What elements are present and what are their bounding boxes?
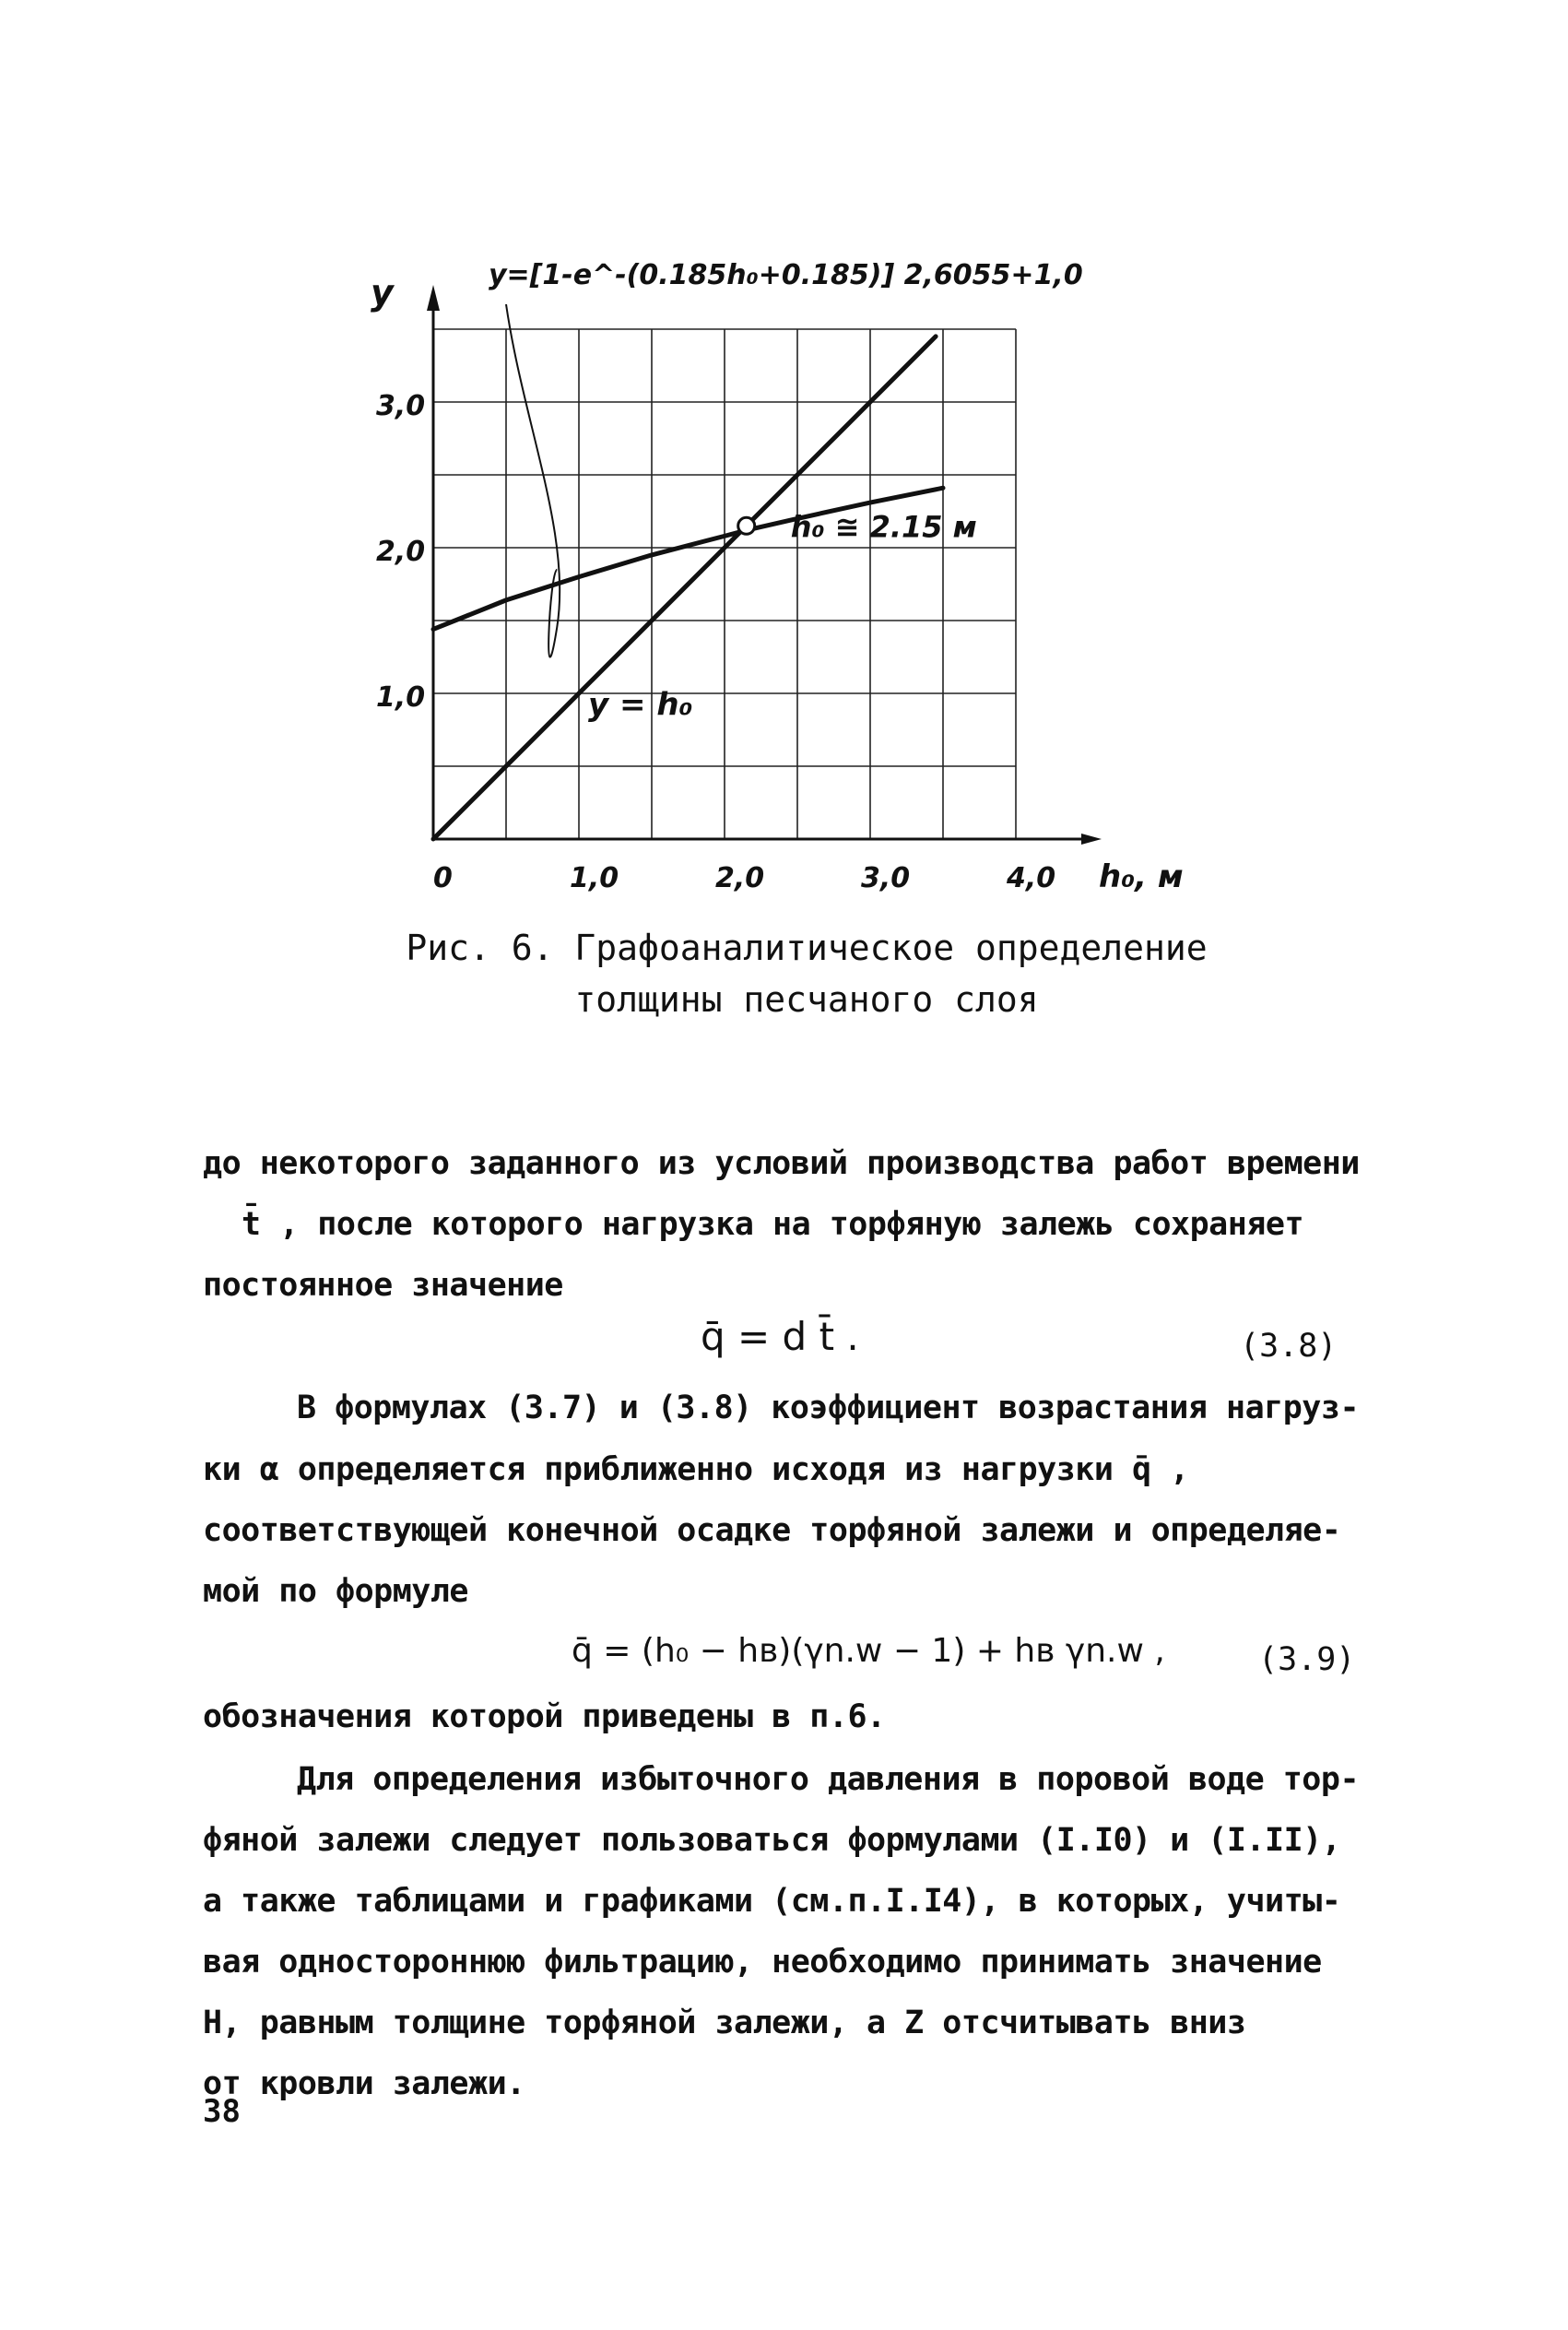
- equation-number-3-9: (3.9): [1258, 1641, 1356, 1678]
- paragraph-line: а также таблицами и графиками (см.п.I.I4), в которых, учиты-: [203, 1883, 1341, 1920]
- x-tick-label: 3,0: [861, 862, 911, 894]
- intersection-point: [738, 517, 755, 534]
- x-axis-arrow: [1081, 834, 1102, 845]
- x-tick-label: 0: [433, 862, 453, 894]
- chart-svg: [350, 240, 1226, 940]
- figure-caption-line2: толщины песчаного слоя: [574, 979, 1039, 1020]
- page-number: 38: [203, 2093, 241, 2130]
- formula-3-9: q̄ = (h₀ − hв)(γn.w − 1) + hв γn.w ,: [572, 1632, 1165, 1670]
- formula-label: y=[1-e^-(0.185h₀+0.185)] 2,6055+1,0: [489, 259, 1083, 291]
- y-tick-label: 1,0: [376, 681, 426, 714]
- paragraph-line: обозначения которой приведены в п.6.: [203, 1698, 886, 1735]
- y-axis-arrow: [427, 285, 440, 311]
- paragraph-line: В формулах (3.7) и (3.8) коэффициент возрастания нагруз-: [297, 1390, 1360, 1426]
- x-tick-label: 1,0: [570, 862, 619, 894]
- paragraph-line: от кровли залежи.: [203, 2065, 525, 2102]
- formula-leader-line: [506, 304, 560, 657]
- paragraph-line: фяной залежи следует пользоваться формулами (I.I0) и (I.II),: [203, 1822, 1341, 1859]
- formula-3-8: q̄ = d t̄ .: [701, 1314, 859, 1359]
- paragraph-line: ки α определяется приближенно исходя из нагрузки q̄ ,: [203, 1451, 1189, 1488]
- intersection-label: h₀ ≅ 2.15 м: [790, 509, 977, 545]
- paragraph-line: t̄ , после которого нагрузка на торфяную залежь сохраняет: [242, 1206, 1304, 1243]
- series-line-y-equals-h0: [433, 337, 936, 839]
- y-axis-label: y: [371, 272, 394, 313]
- paragraph-line: до некоторого заданного из условий производства работ времени: [203, 1145, 1360, 1182]
- y-tick-label: 3,0: [376, 390, 426, 422]
- equation-number-3-8: (3.8): [1240, 1328, 1338, 1365]
- x-axis-label: h₀, м: [1099, 858, 1184, 895]
- paragraph-line: Для определения избыточного давления в поровой воде тор-: [297, 1761, 1360, 1798]
- figure-caption-line1: Рис. 6. Графоаналитическое определение: [406, 928, 1208, 968]
- paragraph-line: Н, равным толщине торфяной залежи, а Z отсчитывать вниз: [203, 2005, 1246, 2041]
- paragraph-line: вая одностороннюю фильтрацию, необходимо принимать значение: [203, 1944, 1322, 1981]
- paragraph-line: соответствующей конечной осадке торфяной залежи и определяе-: [203, 1512, 1341, 1549]
- series-label-y-equals-h0: y = h₀: [588, 686, 693, 724]
- paragraph-line: постоянное значение: [203, 1267, 563, 1304]
- figure-chart: [350, 240, 1226, 940]
- x-tick-label: 2,0: [715, 862, 765, 894]
- paragraph-line: мой по формуле: [203, 1573, 469, 1610]
- y-tick-label: 2,0: [376, 536, 426, 568]
- x-tick-label: 4,0: [1007, 862, 1056, 894]
